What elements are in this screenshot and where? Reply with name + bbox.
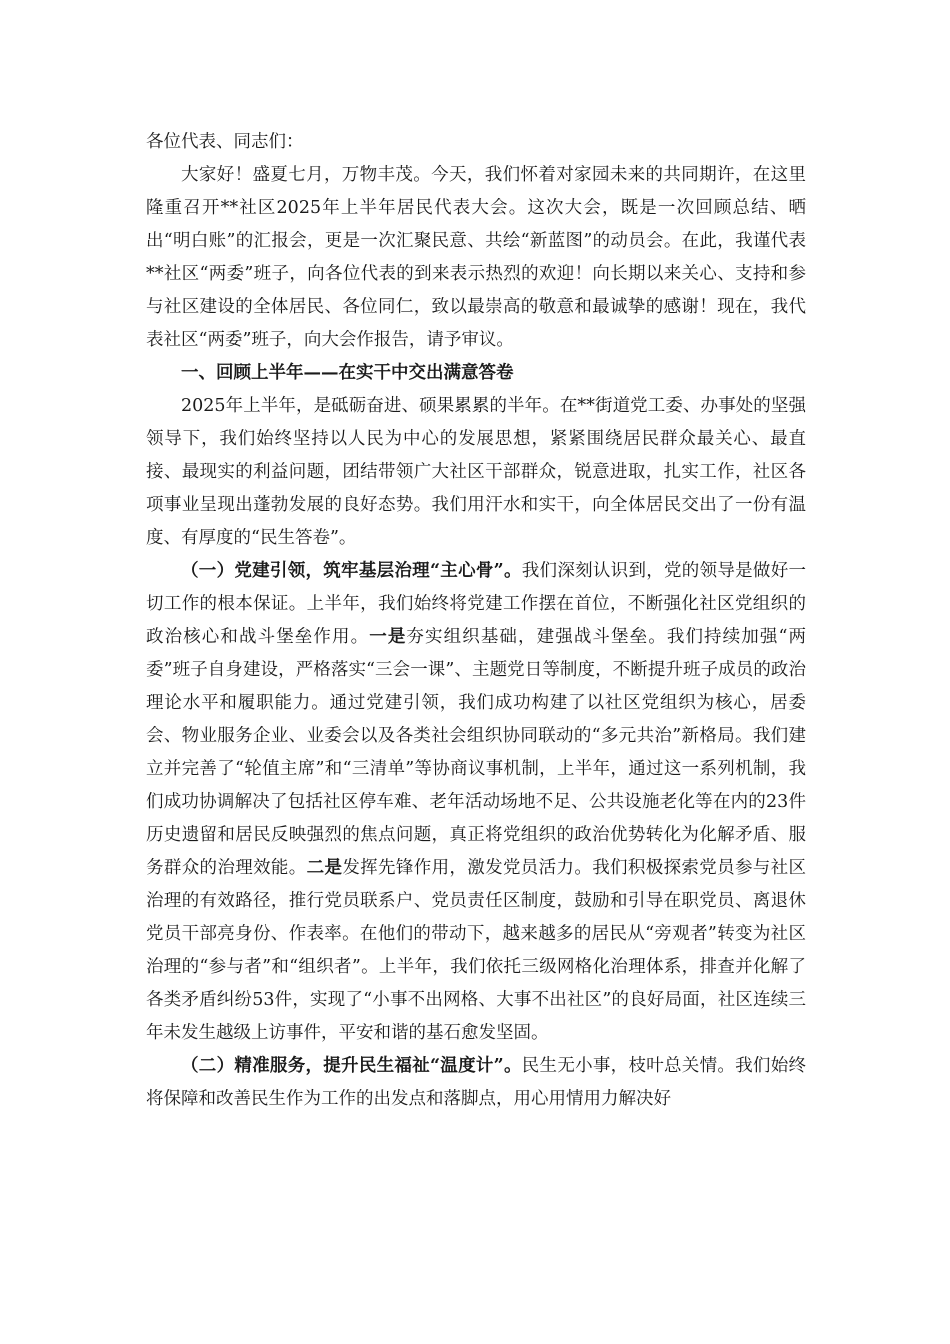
- section-intro-paragraph: 2025年上半年，是砥砺奋进、硕果累累的半年。在**街道党工委、办事处的坚强领导下，我们始终坚持以人民为中心的发展思想，紧紧围绕居民群众最关心、最直接、最现实的利益问题，团结带领广大社区干部群众，锐意进取，扎实工作，社区各项事业呈现出蓬勃发展的良好态势。我们用汗水和实干，向全体居民交出了一份有温度、有厚度的“民生答卷”。: [146, 396, 806, 548]
- subsection-lead: （二）精准服务，提升民生福祉“温度计”。: [181, 1056, 522, 1076]
- paragraph-text: 民生无小事，枝叶总关情。我们始终将保障和改善民生作为工作的出发点和落脚点，用心用情用力解决好: [146, 1056, 806, 1109]
- salutation: 各位代表、同志们：: [146, 132, 304, 152]
- document-page: [146, 126, 806, 1116]
- section-heading: 一、回顾上半年——在实干中交出满意答卷: [181, 363, 514, 383]
- opening-paragraph: 大家好！盛夏七月，万物丰茂。今天，我们怀着对家园未来的共同期许，在这里隆重召开**社区2025年上半年居民代表大会。这次大会，既是一次回顾总结、晒出“明白账”的汇报会，更是一次汇聚民意、共绘“新蓝图”的动员会。在此，我谨代表**社区“两委”班子，向各位代表的到来表示热烈的欢迎！向长期以来关心、支持和参与社区建设的全体居民、各位同仁，致以最崇高的敬意和最诚挚的感谢！现在，我代表社区“两委”班子，向大会作报告，请予审议。: [146, 165, 806, 350]
- paragraph-text: 发挥先锋作用，激发党员活力。我们积极探索党员参与社区治理的有效路径，推行党员联系户、党员责任区制度，鼓励和引导在职党员、离退休党员干部亮身份、作表率。在他们的带动下，越来越多的居民从“旁观者”转变为社区治理的“参与者”和“组织者”。上半年，我们依托三级网格化治理体系，排查并化解了各类矛盾纠纷53件，实现了“小事不出网格、大事不出社区”的良好局面，社区连续三年未发生越级上访事件，平安和谐的基石愈发坚固。: [146, 858, 807, 1043]
- paragraph-text: 夯实组织基础，建强战斗堡垒。我们持续加强“两委”班子自身建设，严格落实“三会一课”、主题党日等制度，不断提升班子成员的政治理论水平和履职能力。通过党建引领，我们成功构建了以社区党组织为核心，居委会、物业服务企业、业委会以及各类社会组织协同联动的“多元共治”新格局。我们建立并完善了“轮值主席”和“三清单”等协商议事机制，上半年，通过这一系列机制，我们成功协调解决了包括社区停车难、老年活动场地不足、公共设施老化等在内的23件历史遗留和居民反映强烈的焦点问题，真正将党组织的政治优势转化为化解矛盾、服务群众的治理效能。: [146, 627, 806, 878]
- ordinal-marker: 二是: [306, 858, 343, 878]
- ordinal-marker: 一是: [369, 627, 407, 647]
- subsection-lead: （一）党建引领，筑牢基层治理“主心骨”。: [181, 561, 522, 581]
- services-paragraph: [146, 1050, 806, 1116]
- paragraph-text: 我们深刻认识到，党的领导是做好一切工作的根本保证。上半年，我们始终将党建工作摆在首位，不断强化社区党组织的政治核心和战斗堡垒作用。: [146, 561, 806, 647]
- party-building-paragraph: [146, 555, 806, 1050]
